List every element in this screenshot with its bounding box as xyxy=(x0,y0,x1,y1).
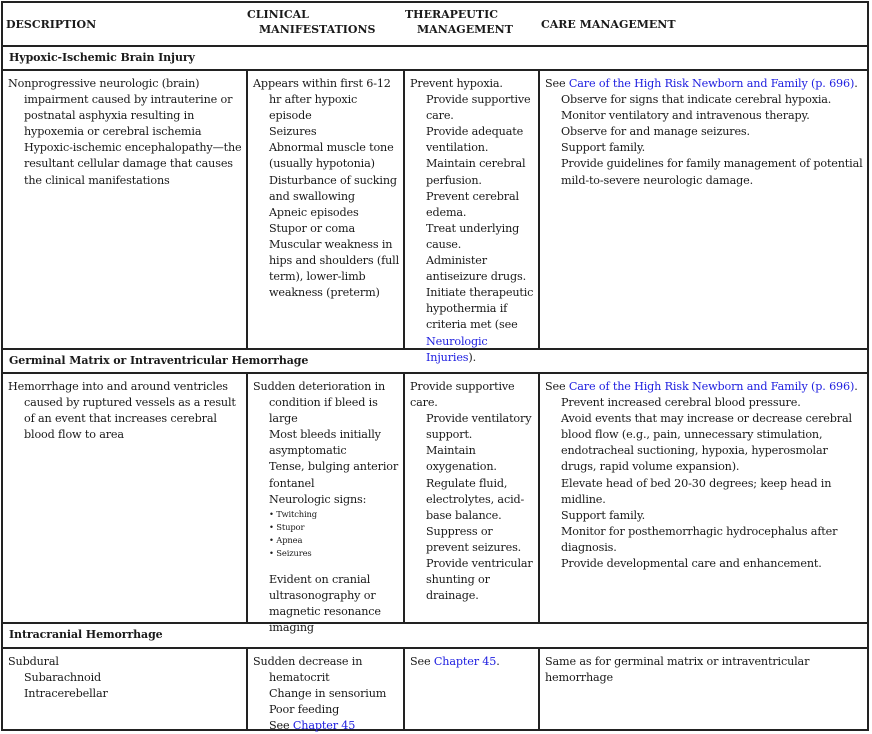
therapeutic-item: Prevent cerebral edema. xyxy=(426,189,519,219)
clinical-item: Muscular weakness in hips and shoulders (full term), lower-limb weakness (preterm) xyxy=(269,237,399,300)
page-696-link[interactable]: (p. 696) xyxy=(811,77,855,90)
care-item: Prevent increased cerebral blood pressure. xyxy=(561,396,801,410)
care-item: Support family. xyxy=(561,508,646,522)
care-high-risk-newborn-link[interactable]: Care of the High Risk Newborn and Family xyxy=(568,380,808,393)
therapeutic-cell xyxy=(403,374,538,622)
care-item: Observe for and manage seizures. xyxy=(561,125,750,139)
care-high-risk-newborn-link[interactable]: Care of the High Risk Newborn and Family xyxy=(568,77,808,90)
header-care-label: CARE MANAGEMENT xyxy=(541,18,676,31)
care-item: Avoid events that may increase or decrease cerebral blood flow (e.g., pain, unnecessary stimulation, endotracheal suctioning, hypoxia, hyperosmolar drugs, rapid volume expansion). xyxy=(561,412,852,474)
therapeutic-see-text: See xyxy=(410,655,434,668)
therapeutic-item: Regulate fluid, electrolytes, acid-base balance. xyxy=(426,476,525,522)
chapter-45-link[interactable]: Chapter 45 xyxy=(292,719,356,733)
therapeutic-text: Initiate therapeutic hypothermia if criteria met (see xyxy=(426,286,534,332)
clinical-item: Most bleeds initially asymptomatic xyxy=(269,428,381,458)
bullet-item: • Seizures xyxy=(269,547,312,558)
clinical-item: Sudden deterioration in condition if bleed is large xyxy=(253,380,386,426)
therapeutic-item: Provide ventricular shunting or drainage. xyxy=(426,557,533,603)
section-title-row xyxy=(3,45,867,69)
clinical-item: Evident on cranial ultrasonography or magnetic resonance imaging xyxy=(269,572,381,635)
description-text: Subdural xyxy=(8,655,59,668)
description-text: Nonprogressive neurologic (brain) impairment caused by intrauterine or postnatal asphyxia resulting in hypoxemia or cerebral ischemia xyxy=(8,77,233,139)
therapeutic-item: Provide supportive care. xyxy=(426,93,531,123)
care-item: Same as for germinal matrix or intraventricular hemorrhage xyxy=(545,655,810,685)
therapeutic-item: Provide ventilatory support. xyxy=(426,412,532,442)
clinical-cell xyxy=(246,71,403,348)
chapter-45-link[interactable]: Chapter 45 xyxy=(433,655,497,668)
clinical-item: Neurologic signs: xyxy=(269,492,367,506)
therapeutic-item: Suppress or prevent seizures. xyxy=(426,524,522,554)
description-text: Intracerebellar xyxy=(24,687,108,701)
care-item: Provide guidelines for family management of potential mild-to-severe neurologic damage. xyxy=(561,157,863,187)
header-description-label: DESCRIPTION xyxy=(6,18,97,31)
therapeutic-punct: . xyxy=(496,655,500,668)
therapeutic-item: Maintain oxygenation. xyxy=(426,444,497,474)
therapeutic-item: Provide supportive care. xyxy=(410,380,515,410)
care-item: Monitor ventilatory and intravenous therapy. xyxy=(561,109,810,123)
section-title: Intracranial Hemorrhage xyxy=(9,628,163,641)
care-cell xyxy=(538,649,869,729)
therapeutic-item: Maintain cerebral perfusion. xyxy=(426,157,526,187)
care-item: Elevate head of bed 20-30 degrees; keep head in midline. xyxy=(561,476,832,506)
neurologic-injuries-link[interactable]: Neurologic Injuries xyxy=(426,334,488,364)
header-clinical xyxy=(246,3,403,45)
neonatal-neurologic-table xyxy=(1,1,869,731)
therapeutic-item: Provide adequate ventilation. xyxy=(426,125,524,155)
bullet-item: • Twitching xyxy=(269,508,317,519)
clinical-item: Stupor or coma xyxy=(269,221,355,235)
clinical-item: Poor feeding xyxy=(269,703,340,717)
clinical-item: Appears within first 6-12 hr after hypoxic episode xyxy=(253,77,391,123)
therapeutic-item: Prevent hypoxia. xyxy=(410,77,503,90)
header-therapeutic-line2: MANAGEMENT xyxy=(417,23,513,36)
care-see-line xyxy=(545,76,865,92)
clinical-item: Tense, bulging anterior fontanel xyxy=(269,460,399,490)
header-care xyxy=(538,3,869,45)
therapeutic-item: Treat underlying cause. xyxy=(426,221,520,251)
care-cell xyxy=(538,71,869,348)
page-696-link[interactable]: (p. 696) xyxy=(811,380,855,393)
header-therapeutic xyxy=(403,3,538,45)
therapeutic-item xyxy=(410,654,534,670)
section-title: Germinal Matrix or Intraventricular Hemorrhage xyxy=(9,354,309,367)
description-cell xyxy=(3,374,246,622)
header-description xyxy=(3,3,246,45)
clinical-item: Disturbance of sucking and swallowing xyxy=(269,173,397,203)
clinical-cell xyxy=(246,649,403,733)
description-text: Hemorrhage into and around ventricles caused by ruptured vessels as a result of an event that increases cerebral blood flow to area xyxy=(8,380,236,442)
care-item: Observe for signs that indicate cerebral hypoxia. xyxy=(561,93,832,107)
clinical-item: Seizures xyxy=(269,125,317,139)
care-punct: . xyxy=(854,77,858,90)
description-cell xyxy=(3,649,246,729)
therapeutic-cell xyxy=(403,649,538,729)
therapeutic-punct: ). xyxy=(468,350,477,364)
header-therapeutic-line1: THERAPEUTIC xyxy=(405,8,498,21)
bullet-item: • Apnea xyxy=(269,534,303,545)
clinical-item: Sudden decrease in hematocrit xyxy=(253,655,363,685)
description-text: Subarachnoid xyxy=(24,671,102,685)
care-see-line xyxy=(545,379,865,395)
therapeutic-item: Administer antiseizure drugs. xyxy=(426,254,526,284)
care-item: Support family. xyxy=(561,141,646,155)
section-title-row xyxy=(3,348,867,372)
clinical-cell xyxy=(246,374,403,635)
therapeutic-cell xyxy=(403,71,538,364)
header-clinical-line1: CLINICAL xyxy=(247,8,309,21)
table-row xyxy=(3,647,867,733)
header-row xyxy=(3,3,867,45)
bullet-item: • Stupor xyxy=(269,521,305,532)
clinical-see-text: See xyxy=(269,719,293,733)
section-title-row xyxy=(3,622,867,647)
header-clinical-line2: MANIFESTATIONS xyxy=(259,23,376,36)
care-cell xyxy=(538,374,869,622)
clinical-item: Change in sensorium xyxy=(269,687,387,701)
care-see-text: See xyxy=(545,77,569,90)
care-see-text: See xyxy=(545,380,569,393)
care-item: Provide developmental care and enhancement. xyxy=(561,557,822,571)
description-text: Hypoxic-ischemic encephalopathy—the resultant cellular damage that causes the clinical manifestations xyxy=(24,141,242,187)
clinical-item: Apneic episodes xyxy=(269,205,359,219)
clinical-item xyxy=(253,718,399,734)
care-punct: . xyxy=(854,380,858,393)
clinical-item: Abnormal muscle tone (usually hypotonia) xyxy=(269,141,394,171)
section-title: Hypoxic-Ischemic Brain Injury xyxy=(9,51,195,64)
description-cell xyxy=(3,71,246,348)
care-item: Monitor for posthemorrhagic hydrocephalus after diagnosis. xyxy=(561,524,838,554)
